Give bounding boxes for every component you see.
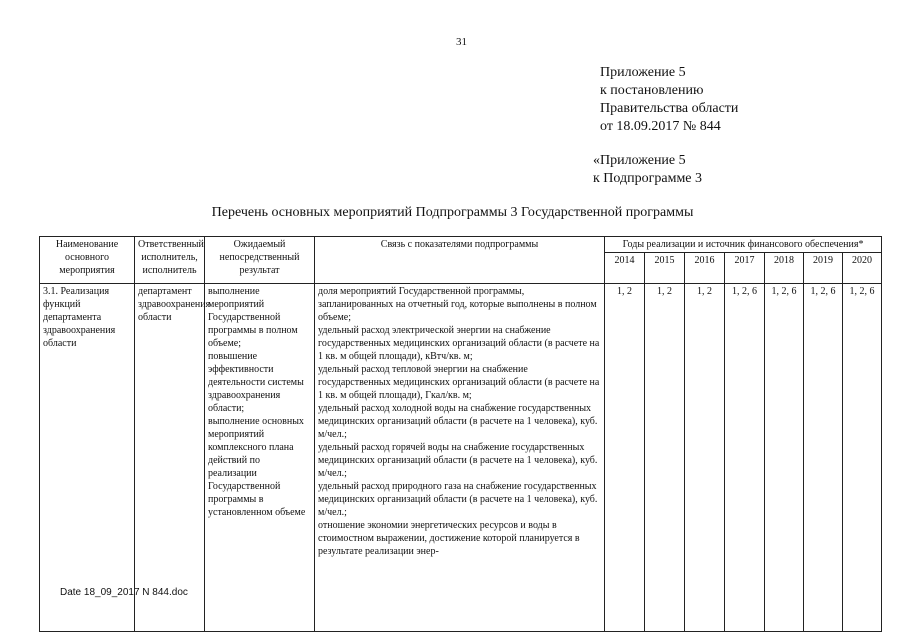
document-title: Перечень основных мероприятий Подпрограммы 3 Государственной программы	[211, 205, 694, 220]
result-line: выполнение основных мероприятий комплексного плана действий по реализации Государственной программы в установленном объеме	[208, 416, 306, 518]
file-footer: Date 18_09_2017 N 844.doc	[60, 587, 188, 598]
cell-responsible: департамент здравоохранения области	[135, 284, 205, 632]
result-line: повышение эффективности деятельности системы здравоохранения области;	[208, 351, 304, 414]
table-header-row	[40, 237, 882, 253]
year-value: 1, 2, 6	[725, 284, 765, 632]
link-line: доля мероприятий Государственной программы, запланированных на отчетный год, которые выполнены в полном объеме;	[318, 286, 597, 323]
link-line: удельный расход природного газа на снабжение государственных медицинских организаций области (в расчете на 1 человека), куб. м/чел.;	[318, 481, 598, 518]
measures-table	[39, 236, 882, 632]
cell-result	[205, 284, 315, 632]
header-result: Ожидаемый непосредственный результат	[205, 237, 315, 284]
year-value: 1, 2, 6	[765, 284, 804, 632]
header-years-group: Годы реализации и источник финансового обеспечения*	[605, 237, 882, 253]
header-line: «Приложение 5	[593, 153, 686, 168]
link-line: удельный расход электрической энергии на снабжение государственных медицинских организаций области (в расчете на 1 кв. м общей площади), кВтч/кв. м;	[318, 325, 600, 362]
link-line: отношение экономии энергетических ресурсов и воды в стоимостном выражении, достижение которой планируется в результате реализации энер-	[318, 520, 580, 557]
year-header: 2015	[645, 253, 685, 284]
page-number: 31	[456, 36, 467, 48]
header-line: от 18.09.2017 № 844	[600, 119, 721, 134]
year-value: 1, 2	[645, 284, 685, 632]
year-value: 1, 2, 6	[804, 284, 843, 632]
year-header: 2016	[685, 253, 725, 284]
header-name: Наименование основного мероприятия	[40, 237, 135, 284]
header-line: Приложение 5	[600, 65, 686, 80]
header-line: к постановлению	[600, 83, 704, 98]
header-line: Правительства области	[600, 101, 739, 116]
year-value: 1, 2	[605, 284, 645, 632]
year-header: 2020	[843, 253, 882, 284]
year-header: 2019	[804, 253, 843, 284]
year-header: 2018	[765, 253, 804, 284]
appendix-header	[593, 152, 702, 188]
year-value: 1, 2	[685, 284, 725, 632]
year-header: 2014	[605, 253, 645, 284]
cell-name: 3.1. Реализация функций департамента здравоохранения области	[40, 284, 135, 632]
year-value: 1, 2, 6	[843, 284, 882, 632]
link-line: удельный расход холодной воды на снабжение государственных медицинских организаций области (в расчете на 1 человека), куб. м/чел.;	[318, 403, 598, 440]
table-row	[40, 284, 882, 632]
link-line: удельный расход тепловой энергии на снабжение государственных медицинских организаций области (в расчете на 1 кв. м общей площади), Гкал/кв. м;	[318, 364, 600, 401]
header-line: к Подпрограмме 3	[593, 171, 703, 186]
cell-link	[315, 284, 605, 632]
header-link: Связь с показателями подпрограммы	[315, 237, 605, 284]
header-responsible: Ответственный исполнитель, исполнитель	[135, 237, 205, 284]
link-line: удельный расход горячей воды на снабжение государственных медицинских организаций области (в расчете на 1 человека), куб. м/чел.;	[318, 442, 598, 479]
result-line: выполнение мероприятий Государственной программы в полном объеме;	[208, 286, 298, 349]
year-header: 2017	[725, 253, 765, 284]
approval-header	[600, 64, 738, 136]
